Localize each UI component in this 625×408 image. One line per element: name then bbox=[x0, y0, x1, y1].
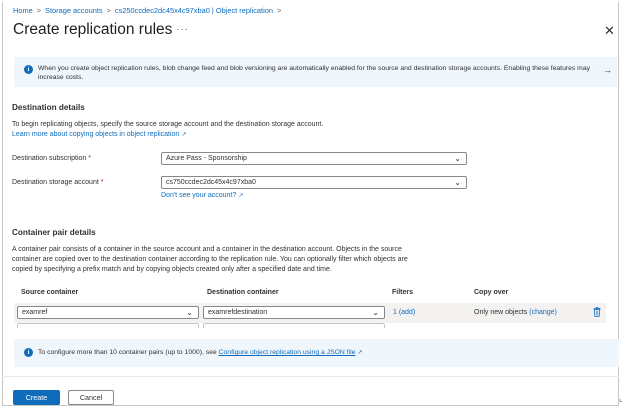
close-icon[interactable]: ✕ bbox=[604, 23, 615, 38]
arrow-right-icon[interactable]: → bbox=[603, 65, 612, 75]
breadcrumb-storage-accounts[interactable]: Storage accounts bbox=[45, 6, 103, 15]
destination-details-heading: Destination details bbox=[12, 103, 85, 112]
chevron-right-icon: > bbox=[106, 6, 111, 15]
column-header-source: Source container bbox=[21, 289, 79, 296]
column-header-destination: Destination container bbox=[207, 289, 279, 296]
breadcrumb-object-replication[interactable]: cs250ccdec2dc45x4c97xba0 | Object replication bbox=[114, 6, 273, 15]
account-help-line bbox=[161, 191, 243, 202]
destination-account-dropdown[interactable] bbox=[161, 176, 467, 189]
json-config-banner bbox=[14, 339, 619, 367]
container-pair-description-2: container are copied over to the destination container according to the replication rule. You can optionally filter which objects are bbox=[12, 256, 408, 263]
destination-container-value: examrefdestination bbox=[208, 309, 268, 316]
json-config-message: To configure more than 10 container pairs (up to 1000), see bbox=[38, 349, 217, 356]
breadcrumb-home[interactable]: Home bbox=[13, 6, 33, 15]
learn-more-link[interactable]: Learn more about copying objects in object replication bbox=[12, 131, 180, 138]
new-destination-container-dropdown[interactable] bbox=[203, 323, 385, 328]
create-button[interactable]: Create bbox=[13, 390, 60, 405]
chevron-down-icon: ⌄ bbox=[372, 308, 379, 317]
resize-handle-icon[interactable]: ⌞ bbox=[619, 394, 623, 403]
chevron-down-icon: ⌄ bbox=[186, 308, 193, 317]
destination-subscription-label-text: Destination subscription bbox=[12, 155, 87, 162]
page-title: Create replication rules bbox=[13, 21, 173, 38]
chevron-right-icon: > bbox=[276, 6, 282, 15]
column-header-filters: Filters bbox=[392, 289, 414, 296]
container-pair-description-3: copied by specifying a prefix match and by copying objects created only after a specified date and time. bbox=[12, 266, 332, 273]
new-source-container-dropdown[interactable] bbox=[17, 323, 199, 328]
chevron-right-icon: > bbox=[36, 6, 42, 15]
destination-description: To begin replicating objects, specify the source storage account and the destination storage account. bbox=[12, 121, 324, 128]
json-config-link[interactable]: Configure object replication using a JSON file bbox=[218, 349, 356, 356]
info-icon: i bbox=[24, 348, 33, 357]
source-container-dropdown[interactable] bbox=[17, 306, 199, 319]
learn-more-line bbox=[12, 130, 186, 141]
filters-add-link[interactable]: 1 (add) bbox=[393, 309, 416, 316]
info-banner-text: When you create object replication rules, blob change feed and blob versioning are automatically enabled for the source and destination storage accounts. Enabling these features may increase costs. bbox=[38, 65, 591, 81]
external-link-icon: ↗ bbox=[238, 193, 244, 199]
destination-account-value: cs750ccdec2dc45x4c97xba0 bbox=[166, 179, 256, 186]
destination-subscription-value: Azure Pass - Sponsorship bbox=[166, 155, 247, 162]
external-link-icon: ↗ bbox=[357, 350, 363, 356]
breadcrumb bbox=[13, 6, 285, 15]
container-pair-heading: Container pair details bbox=[12, 228, 96, 237]
destination-subscription-dropdown[interactable] bbox=[161, 152, 467, 165]
info-icon: i bbox=[24, 65, 33, 74]
container-pair-description-1: A container pair consists of a container in the source account and a container in the destination account. Objects in the source bbox=[12, 246, 402, 253]
destination-account-label bbox=[12, 179, 103, 186]
footer-divider bbox=[2, 376, 619, 377]
delete-icon[interactable] bbox=[593, 307, 601, 317]
dont-see-account-link[interactable]: Don't see your account? bbox=[161, 192, 237, 199]
copy-over-value: Only new objects bbox=[474, 309, 528, 316]
copy-over-change-link[interactable]: (change) bbox=[529, 309, 557, 316]
copy-over-cell bbox=[474, 309, 557, 316]
required-mark: * bbox=[88, 155, 92, 162]
destination-container-dropdown[interactable] bbox=[203, 306, 385, 319]
info-banner bbox=[14, 57, 617, 87]
source-container-value: examref bbox=[22, 309, 48, 316]
cancel-button[interactable]: Cancel bbox=[68, 390, 114, 405]
destination-account-label-text: Destination storage account bbox=[12, 179, 99, 186]
json-config-text bbox=[38, 349, 362, 356]
more-options-icon[interactable]: ··· bbox=[176, 24, 189, 35]
required-mark: * bbox=[100, 179, 104, 186]
destination-subscription-label bbox=[12, 155, 91, 162]
chevron-down-icon: ⌄ bbox=[454, 178, 461, 187]
column-header-copy-over: Copy over bbox=[474, 289, 509, 296]
blade bbox=[2, 2, 619, 406]
chevron-down-icon: ⌄ bbox=[454, 154, 461, 163]
external-link-icon: ↗ bbox=[181, 132, 187, 138]
